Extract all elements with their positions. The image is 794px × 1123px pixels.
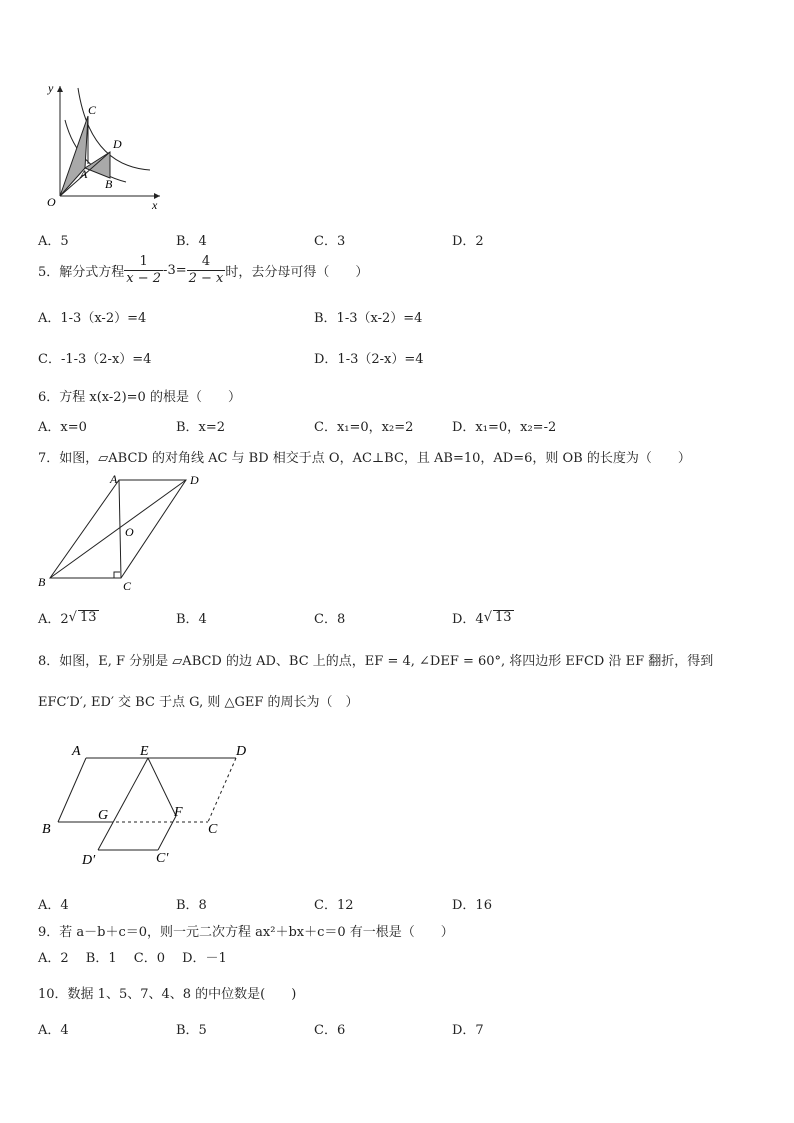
q4-label-B: B (105, 177, 113, 191)
q5-option-b: B．1-3（x-2）=4 (314, 311, 423, 326)
q6-option-c: C．x₁=0，x₂=2 (314, 420, 414, 435)
q7-label-A: A (110, 472, 118, 486)
q6-option-b: B．x=2 (176, 420, 226, 435)
q8-label-C: C (208, 822, 218, 837)
q7-label-C: C (123, 579, 132, 593)
q9-options: A．2 B．1 C．0 D．－1 (38, 951, 227, 966)
q7-label-O: O (125, 525, 134, 539)
q8-option-c: C．12 (314, 898, 354, 913)
q8-label-D-prime: D′ (82, 853, 96, 866)
q5-fraction-2-den: 2 − x (188, 271, 224, 286)
q4-figure (38, 78, 168, 213)
q7-option-d: D．4 √ 13 (452, 610, 512, 627)
q7-option-b: B．4 (176, 612, 207, 627)
q8-stem-line-1: 8．如图，E, F 分别是 ▱ABCD 的边 AD、BC 上的点，EF = 4, ∠DEF = 60°, 将四边形 EFCD 沿 EF 翻折，得到 (38, 654, 714, 669)
q5-fraction-1-den: x − 2 (126, 271, 162, 286)
q10-option-d: D．7 (452, 1023, 484, 1038)
q10-stem: 10．数据 1、5、7、4、8 的中位数是( ) (38, 987, 297, 1002)
q4-label-A: A (80, 167, 88, 181)
q4-label-D: D (113, 137, 122, 151)
q10-option-c: C．6 (314, 1023, 346, 1038)
q8-label-A: A (72, 744, 81, 759)
q8-label-G: G (98, 808, 109, 823)
q8-label-F: F (174, 805, 183, 820)
q7-stem: 7．如图，▱ABCD 的对角线 AC 与 BD 相交于点 O，AC⊥BC，且 AB=10，AD=6，则 OB 的长度为（ ） (38, 451, 691, 466)
q7-option-d-coef: D．4 (452, 612, 484, 627)
q7-figure (30, 468, 215, 596)
q7-option-a-coef: A．2 (38, 612, 69, 627)
q10-option-a: A．4 (38, 1023, 69, 1038)
q5-option-d: D．1-3（2-x）=4 (314, 352, 424, 367)
q7-option-d-radicand: 13 (495, 610, 512, 625)
q4-option-d: D．2 (452, 234, 484, 249)
q5-option-c: C．-1-3（2-x）=4 (38, 352, 152, 367)
q5-stem (38, 254, 368, 287)
q8-label-E: E (140, 744, 149, 759)
q5-fraction-2-num: 4 (187, 254, 226, 271)
q5-stem-post: 时，去分母可得（ ） (225, 265, 369, 280)
q5-stem-mid: -3= (163, 263, 187, 278)
q8-label-D: D (236, 744, 247, 759)
q4-label-C: C (88, 103, 97, 117)
q6-option-a: A．x=0 (38, 420, 87, 435)
q8-figure (36, 736, 266, 866)
q8-option-b: B．8 (176, 898, 207, 913)
q7-option-c: C．8 (314, 612, 346, 627)
q8-label-B: B (42, 822, 51, 837)
q9-stem: 9．若 a－b＋c＝0，则一元二次方程 ax²＋bx＋c＝0 有一根是（ ） (38, 925, 454, 940)
q8-label-C-prime: C′ (156, 851, 169, 866)
q7-option-a: A．2 √ 13 (38, 610, 97, 627)
q4-label-O: O (47, 195, 56, 209)
q7-label-D: D (190, 473, 199, 487)
q4-option-c: C．3 (314, 234, 346, 249)
q10-option-b: B．5 (176, 1023, 207, 1038)
q8-option-d: D．16 (452, 898, 492, 913)
q6-option-d: D．x₁=0，x₂=-2 (452, 420, 557, 435)
q5-stem-pre: 5．解分式方程 (38, 265, 125, 280)
q7-label-B: B (38, 575, 46, 589)
q4-label-y: y (48, 81, 54, 95)
q4-option-a: A．5 (38, 234, 69, 249)
q5-fraction-2 (187, 254, 226, 287)
q4-option-b: B．4 (176, 234, 207, 249)
q5-option-a: A．1-3（x-2）=4 (38, 311, 147, 326)
q8-option-a: A．4 (38, 898, 69, 913)
q5-fraction-1-num: 1 (124, 254, 163, 271)
q4-label-x: x (152, 198, 158, 212)
q5-fraction-1 (124, 254, 163, 287)
q6-stem: 6．方程 x(x-2)=0 的根是（ ） (38, 390, 241, 405)
q8-stem-line-2: EFC′D′, ED′ 交 BC 于点 G, 则 △GEF 的周长为（ ） (38, 695, 359, 710)
q7-option-a-radicand: 13 (79, 610, 97, 625)
